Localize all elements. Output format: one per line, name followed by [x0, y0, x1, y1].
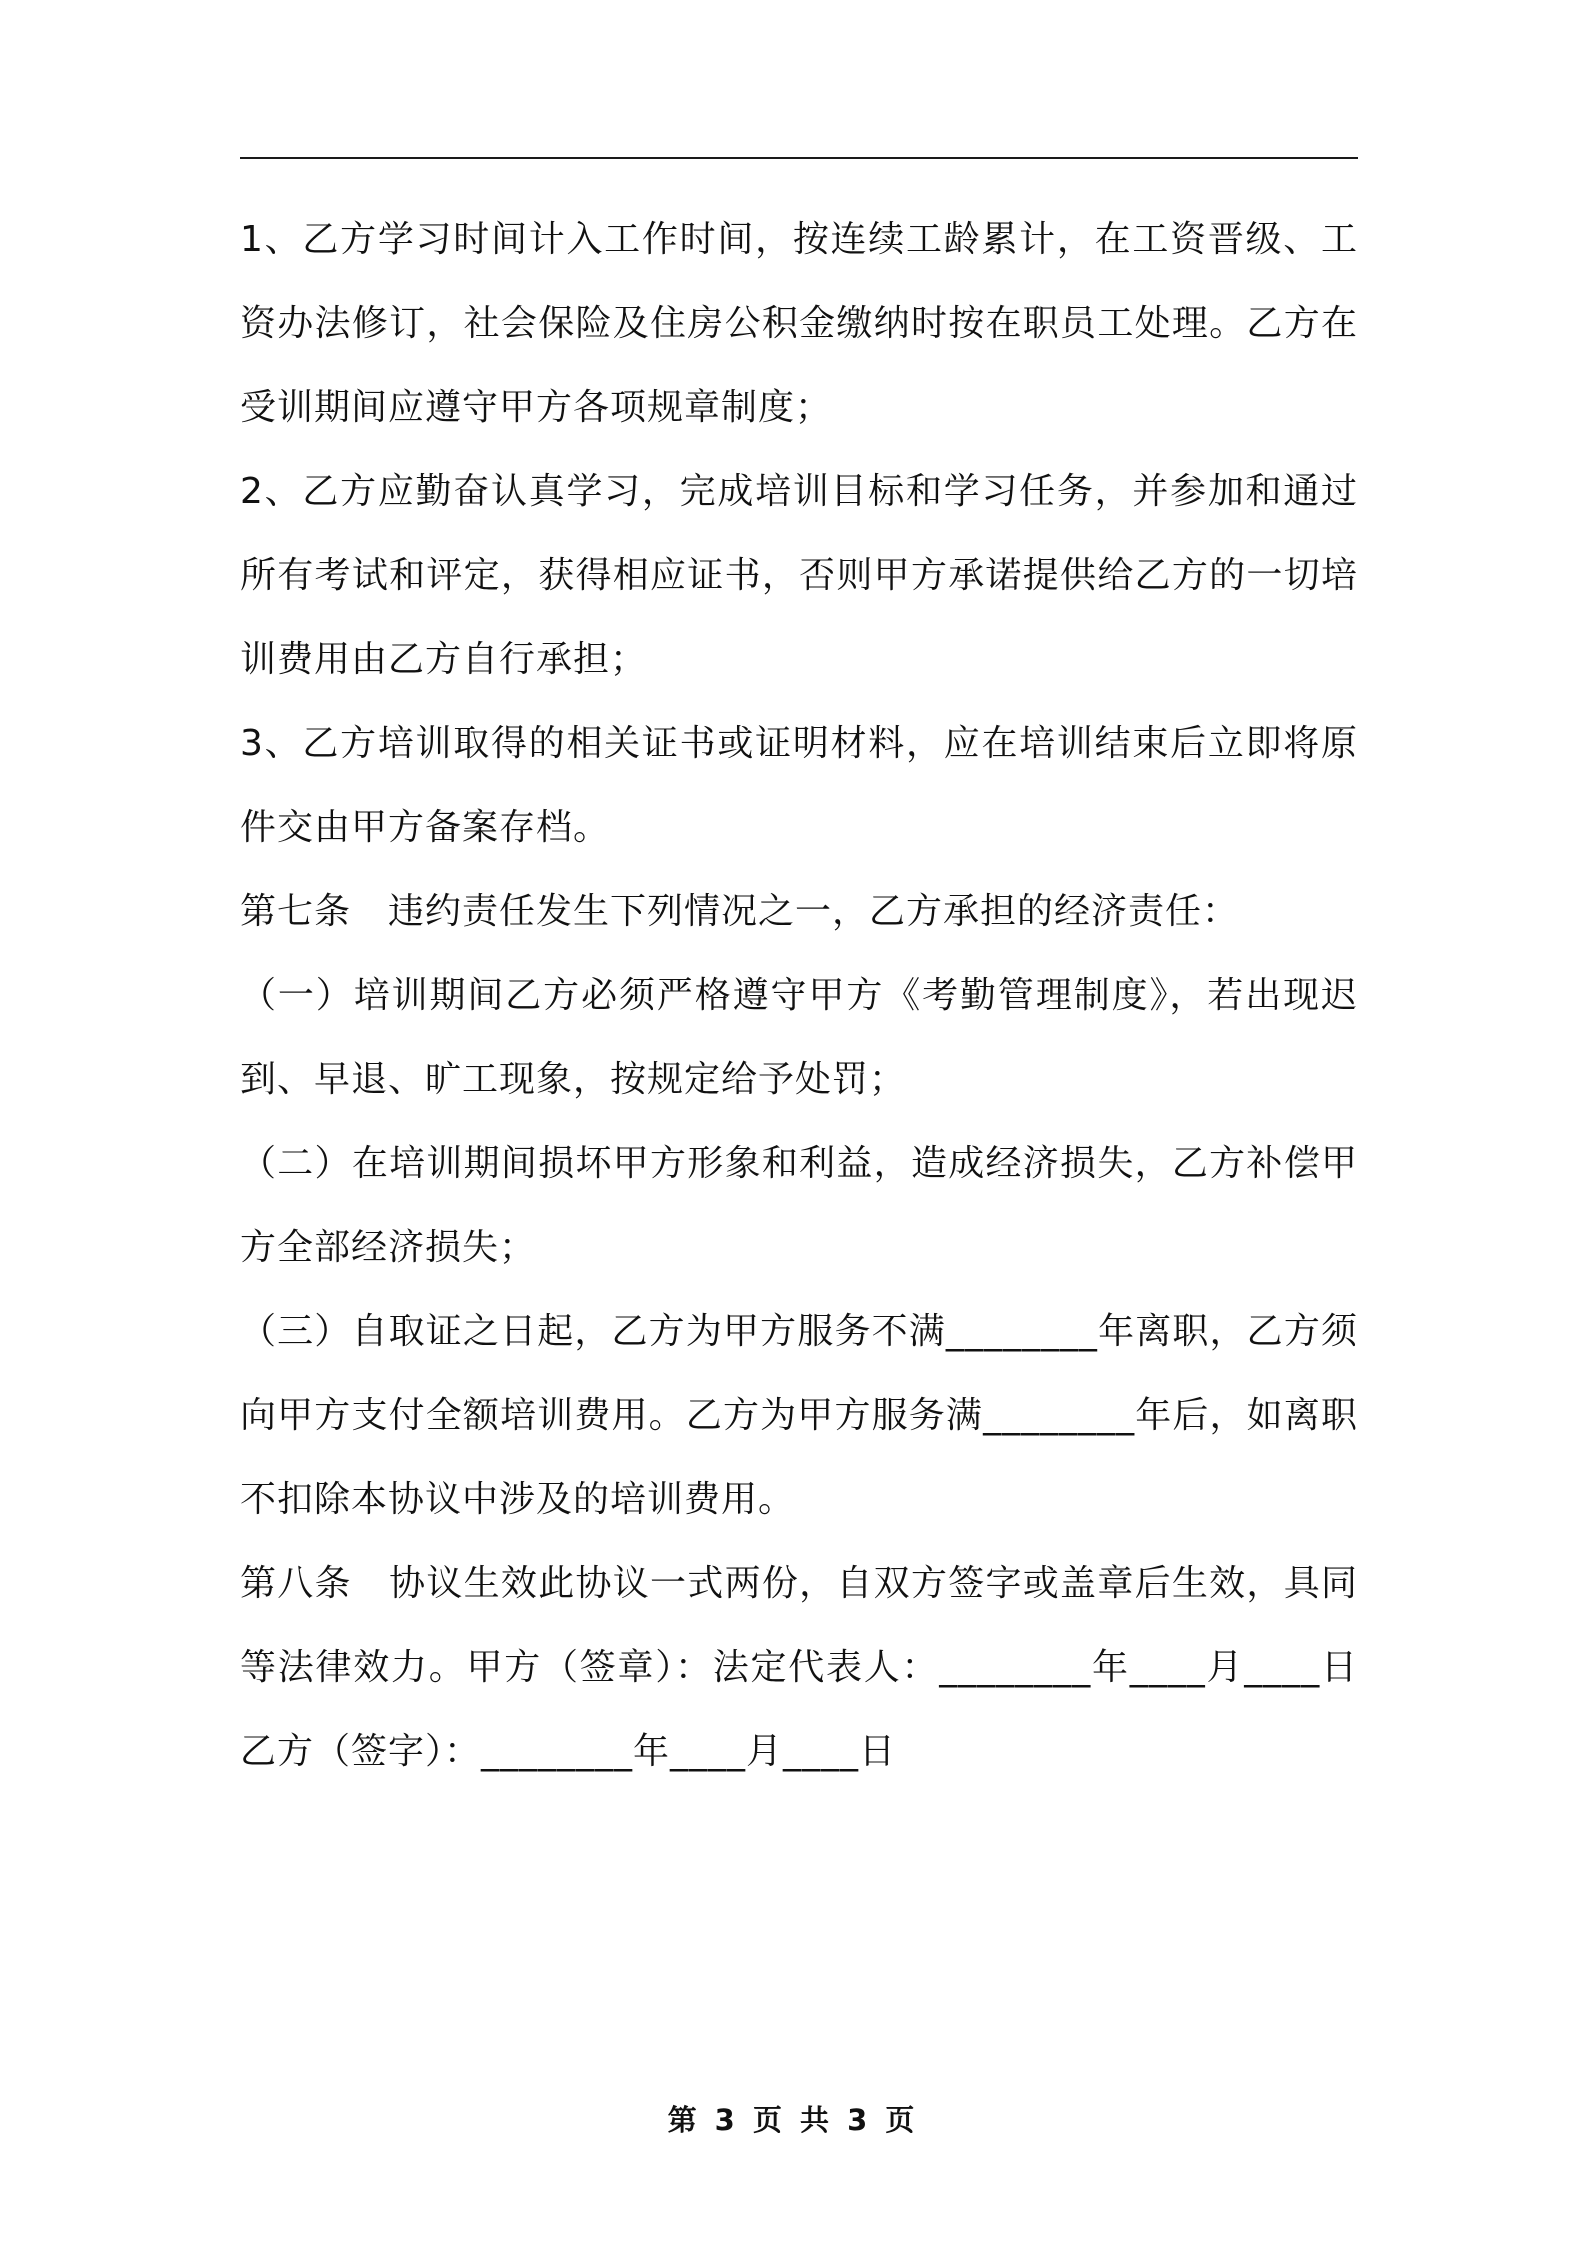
document-body — [240, 198, 1358, 1794]
clause-paragraph-2: 2、乙方应勤奋认真学习，完成培训目标和学习任务，并参加和通过所有考试和评定，获得相应证书，否则甲方承诺提供给乙方的一切培训费用由乙方自行承担； — [240, 471, 1358, 680]
article-7-item-1: （一）培训期间乙方必须严格遵守甲方《考勤管理制度》，若出现迟到、早退、旷工现象，按规定给予处罚； — [240, 975, 1358, 1100]
clause-paragraph-1: 1、乙方学习时间计入工作时间，按连续工龄累计，在工资晋级、工资办法修订，社会保险及住房公积金缴纳时按在职员工处理。乙方在受训期间应遵守甲方各项规章制度； — [240, 219, 1358, 428]
page-number: 第 3 页 共 3 页 — [667, 2103, 919, 2137]
header-rule — [240, 157, 1358, 159]
clause-paragraph-3: 3、乙方培训取得的相关证书或证明材料，应在培训结束后立即将原件交由甲方备案存档。 — [240, 723, 1358, 848]
article-8-signature-block: 第八条 协议生效此协议一式两份，自双方签字或盖章后生效，具同等法律效力。甲方（签章）：法定代表人：________年____月____日乙方（签字）：________年____月____日 — [240, 1563, 1358, 1772]
article-7-heading: 第七条 违约责任发生下列情况之一，乙方承担的经济责任： — [240, 891, 1240, 932]
article-7-item-2: （二）在培训期间损坏甲方形象和利益，造成经济损失，乙方补偿甲方全部经济损失； — [240, 1143, 1358, 1268]
article-7-item-3: （三）自取证之日起，乙方为甲方服务不满________年离职，乙方须向甲方支付全额培训费用。乙方为甲方服务满________年后，如离职不扣除本协议中涉及的培训费用。 — [240, 1311, 1358, 1520]
